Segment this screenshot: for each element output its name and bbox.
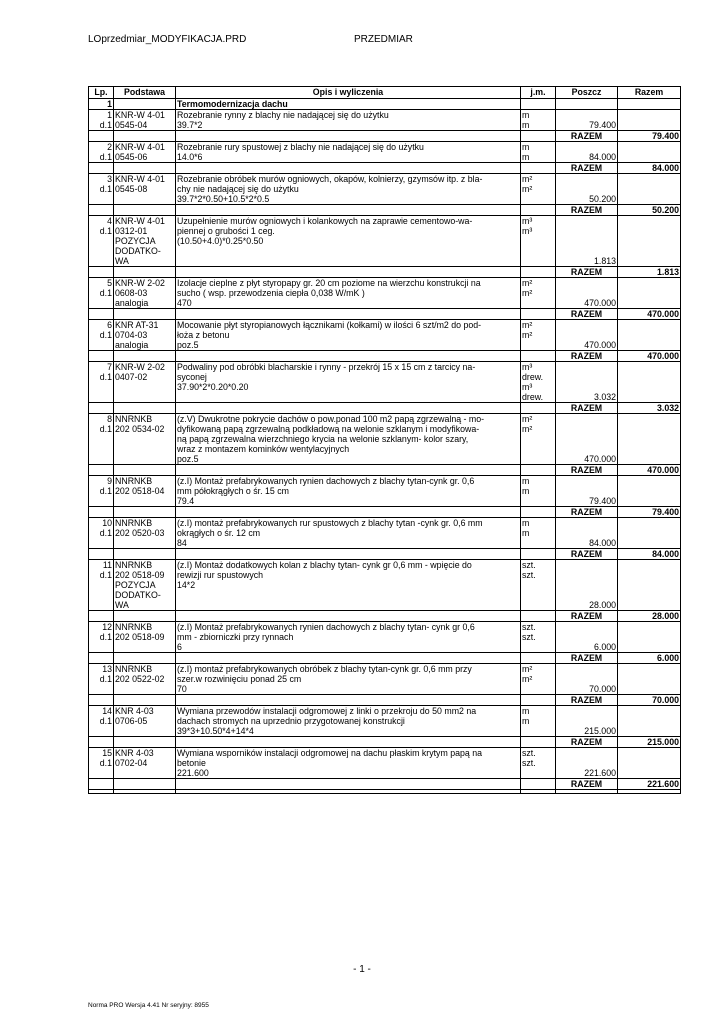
item-unit: m m xyxy=(521,706,556,737)
item-total-row xyxy=(89,507,681,518)
item-number: 8 d.1 xyxy=(89,414,114,465)
item-description-text: (z.I) Montaż prefabrykowanych rynien dachowych z blachy tytan- cynk gr 0,6 mm - zbiorniczki przy rynnach xyxy=(177,622,475,642)
col-podstawa: Podstawa xyxy=(114,87,176,99)
item-number: 1 d.1 xyxy=(89,110,114,131)
item-unit: m³ m³ xyxy=(521,216,556,267)
item-number: 2 d.1 xyxy=(89,142,114,163)
col-poszcz: Poszcz xyxy=(556,87,618,99)
item-description xyxy=(176,748,521,779)
software-footer: Norma PRO Wersja 4.41 Nr seryjny: 8955 xyxy=(88,1002,209,1009)
total-label: RAZEM xyxy=(556,507,618,518)
estimate-table xyxy=(88,86,681,794)
total-label: RAZEM xyxy=(556,267,618,278)
item-quantity: 84.000 xyxy=(556,518,618,549)
item-total-row xyxy=(89,309,681,320)
item-description xyxy=(176,142,521,163)
total-label: RAZEM xyxy=(556,695,618,706)
item-total-row xyxy=(89,131,681,142)
item-description xyxy=(176,706,521,737)
total-label: RAZEM xyxy=(556,779,618,790)
item-description-text: Wymiana przewodów instalacji odgromowej z linki o przekroju do 50 mm2 na dachach stromych na uprzednio przygotowanej konstrukcji xyxy=(177,706,477,726)
item-calculation: poz.5 xyxy=(177,454,199,464)
item-unit: m² m² xyxy=(521,320,556,351)
item-unit: m² m² xyxy=(521,174,556,205)
item-quantity: 70.000 xyxy=(556,664,618,695)
item-calculation: 39.7*2*0.50+10.5*2*0.5 xyxy=(177,194,270,204)
item-number: 13 d.1 xyxy=(89,664,114,695)
item-total-row xyxy=(89,695,681,706)
item-basis: KNR-W 4-01 0545-04 xyxy=(114,110,176,131)
item-description xyxy=(176,362,521,403)
item-basis: KNR-W 2-02 0608-03 analogia xyxy=(114,278,176,309)
item-total-row xyxy=(89,779,681,790)
item-quantity: 79.400 xyxy=(556,110,618,131)
item-description-text: Mocowanie płyt styropianowych łącznikami (kołkami) w ilości 6 szt/m2 do pod- łoża z betonu xyxy=(177,320,482,340)
total-label: RAZEM xyxy=(556,351,618,362)
item-unit: m³ drew. m³ drew. xyxy=(521,362,556,403)
item-unit: m m xyxy=(521,110,556,131)
item-total: 215.000 xyxy=(618,737,681,748)
item-total-row xyxy=(89,205,681,216)
page-number: - 1 - xyxy=(353,964,371,975)
item-description xyxy=(176,278,521,309)
item-quantity: 84.000 xyxy=(556,142,618,163)
item-quantity: 50.200 xyxy=(556,174,618,205)
item-total: 3.032 xyxy=(618,403,681,414)
item-total: 79.400 xyxy=(618,131,681,142)
item-number: 15 d.1 xyxy=(89,748,114,779)
item-total-row xyxy=(89,653,681,664)
total-label: RAZEM xyxy=(556,131,618,142)
item-number: 6 d.1 xyxy=(89,320,114,351)
item-unit: m m xyxy=(521,142,556,163)
item-basis: NNRNKB 202 0520-03 xyxy=(114,518,176,549)
item-total-row xyxy=(89,163,681,174)
document-filename: LOprzedmiar_MODYFIKACJA.PRD xyxy=(88,34,247,45)
item-basis: KNR-W 4-01 0545-08 xyxy=(114,174,176,205)
item-unit: m m xyxy=(521,476,556,507)
item-description xyxy=(176,476,521,507)
item-total: 6.000 xyxy=(618,653,681,664)
item-total: 1.813 xyxy=(618,267,681,278)
item-number: 11 d.1 xyxy=(89,560,114,611)
section-number: 1 xyxy=(89,99,114,110)
item-unit: m² m² xyxy=(521,414,556,465)
section-title: Termomodernizacja dachu xyxy=(176,99,521,110)
item-description-text: Rozebranie rury spustowej z blachy nie nadającej się do użytku xyxy=(177,142,424,152)
total-label: RAZEM xyxy=(556,737,618,748)
item-unit: m m xyxy=(521,518,556,549)
item-quantity: 470.000 xyxy=(556,320,618,351)
item-calculation: 6 xyxy=(177,642,182,652)
item-calculation: (10.50+4.0)*0.25*0.50 xyxy=(177,236,264,246)
item-total-row xyxy=(89,351,681,362)
item-basis: NNRNKB 202 0518-09 xyxy=(114,622,176,653)
item-quantity: 79.400 xyxy=(556,476,618,507)
item-description xyxy=(176,174,521,205)
item-basis: KNR-W 4-01 0312-01 POZYCJA DODATKO- WA xyxy=(114,216,176,267)
item-total-row xyxy=(89,737,681,748)
item-number: 14 d.1 xyxy=(89,706,114,737)
total-label: RAZEM xyxy=(556,403,618,414)
total-label: RAZEM xyxy=(556,611,618,622)
table-end-row xyxy=(89,790,681,794)
item-number: 10 d.1 xyxy=(89,518,114,549)
item-description xyxy=(176,110,521,131)
item-unit: szt. szt. xyxy=(521,748,556,779)
item-basis: NNRNKB 202 0534-02 xyxy=(114,414,176,465)
item-total: 28.000 xyxy=(618,611,681,622)
item-description xyxy=(176,622,521,653)
item-number: 9 d.1 xyxy=(89,476,114,507)
item-total: 221.600 xyxy=(618,779,681,790)
item-quantity: 221.600 xyxy=(556,748,618,779)
item-unit: m² m² xyxy=(521,664,556,695)
item-calculation: poz.5 xyxy=(177,340,199,350)
section-row xyxy=(89,99,681,110)
item-number: 12 d.1 xyxy=(89,622,114,653)
item-calculation: 37.90*2*0.20*0.20 xyxy=(177,382,249,392)
item-description xyxy=(176,216,521,267)
item-description-text: (z.I) Montaż dodatkowych kolan z blachy tytan- cynk gr 0,6 mm - wpięcie do rewizji rur spustowych xyxy=(177,560,472,580)
item-description xyxy=(176,320,521,351)
col-opis: Opis i wyliczenia xyxy=(176,87,521,99)
item-description-text: Izolacje cieplne z płyt styropapy gr. 20 cm poziome na wierzchu konstrukcji na sucho ( wsp. przewodzenia ciepła 0,038 W/mK ) xyxy=(177,278,481,298)
col-razem: Razem xyxy=(618,87,681,99)
item-calculation: 221.600 xyxy=(177,768,209,778)
item-basis: KNR 4-03 0706-05 xyxy=(114,706,176,737)
item-quantity: 470.000 xyxy=(556,278,618,309)
item-total-row xyxy=(89,465,681,476)
item-total-row xyxy=(89,267,681,278)
total-label: RAZEM xyxy=(556,309,618,320)
item-quantity: 6.000 xyxy=(556,622,618,653)
item-description-text: Uzupełnienie murów ogniowych i kolankowych na zaprawie cementowo-wa- piennej o grubości 1 ceg. xyxy=(177,216,473,236)
item-calculation: 14.0*6 xyxy=(177,152,203,162)
item-basis: NNRNKB 202 0518-09 POZYCJA DODATKO- WA xyxy=(114,560,176,611)
item-basis: KNR-W 4-01 0545-06 xyxy=(114,142,176,163)
item-basis: NNRNKB 202 0518-04 xyxy=(114,476,176,507)
item-number: 3 d.1 xyxy=(89,174,114,205)
item-description-text: (z.I) montaż prefabrykowanych rur spustowych z blachy tytan -cynk gr. 0,6 mm okrągłych o śr. 12 cm xyxy=(177,518,483,538)
item-description xyxy=(176,414,521,465)
item-quantity: 470.000 xyxy=(556,414,618,465)
item-basis: KNR-W 2-02 0407-02 xyxy=(114,362,176,403)
item-number: 4 d.1 xyxy=(89,216,114,267)
item-total-row xyxy=(89,403,681,414)
item-description-text: Rozebranie rynny z blachy nie nadającej się do użytku xyxy=(177,110,389,120)
item-calculation: 39.7*2 xyxy=(177,120,203,130)
item-basis: KNR 4-03 0702-04 xyxy=(114,748,176,779)
document-title: PRZEDMIAR xyxy=(354,34,413,45)
item-description xyxy=(176,664,521,695)
total-label: RAZEM xyxy=(556,465,618,476)
total-label: RAZEM xyxy=(556,205,618,216)
item-description-text: Rozebranie obróbek murów ogniowych, okapów, kolnierzy, gzymsów itp. z bla- chy nie nadającej się do użytku xyxy=(177,174,483,194)
item-calculation: 79.4 xyxy=(177,496,195,506)
item-description-text: (z.V) Dwukrotne pokrycie dachów o pow.ponad 100 m2 papą zgrzewalną - mo- dyfikowaną papą zgrzewalną podkładową na welonie szklanym i modyfikowa- ną papą zgrzewalna wierzchniego krycia na welonie szklanym- kolor szary, wraz z montazem kominków wentylacyjnych xyxy=(177,414,485,454)
item-total: 79.400 xyxy=(618,507,681,518)
item-unit: m² m² xyxy=(521,278,556,309)
col-jm: j.m. xyxy=(521,87,556,99)
item-basis: NNRNKB 202 0522-02 xyxy=(114,664,176,695)
item-quantity: 3.032 xyxy=(556,362,618,403)
item-total: 470.000 xyxy=(618,309,681,320)
item-total-row xyxy=(89,549,681,560)
total-label: RAZEM xyxy=(556,549,618,560)
item-quantity: 28.000 xyxy=(556,560,618,611)
item-description-text: Podwaliny pod obróbki blacharskie i rynny - przekrój 15 x 15 cm z tarcicy na- syconej xyxy=(177,362,476,382)
item-description-text: Wymiana wsporników instalacji odgromowej na dachu płaskim krytym papą na betonie xyxy=(177,748,483,768)
item-total: 70.000 xyxy=(618,695,681,706)
item-calculation: 14*2 xyxy=(177,580,196,590)
item-calculation: 70 xyxy=(177,684,187,694)
item-total: 84.000 xyxy=(618,163,681,174)
item-number: 7 d.1 xyxy=(89,362,114,403)
item-total: 470.000 xyxy=(618,465,681,476)
item-number: 5 d.1 xyxy=(89,278,114,309)
item-total: 470.000 xyxy=(618,351,681,362)
item-total-row xyxy=(89,611,681,622)
item-total: 84.000 xyxy=(618,549,681,560)
item-total: 50.200 xyxy=(618,205,681,216)
item-calculation: 39*3+10.50*4+14*4 xyxy=(177,726,254,736)
item-description-text: (z.I) Montaż prefabrykowanych rynien dachowych z blachy tytan-cynk gr. 0,6 mm półokrągłych o śr. 15 cm xyxy=(177,476,475,496)
item-basis: KNR AT-31 0704-03 analogia xyxy=(114,320,176,351)
item-description xyxy=(176,518,521,549)
item-calculation: 470 xyxy=(177,298,192,308)
col-lp: Lp. xyxy=(89,87,114,99)
item-calculation: 84 xyxy=(177,538,187,548)
item-unit: szt. szt. xyxy=(521,560,556,611)
item-quantity: 1.813 xyxy=(556,216,618,267)
item-description xyxy=(176,560,521,611)
total-label: RAZEM xyxy=(556,163,618,174)
item-quantity: 215.000 xyxy=(556,706,618,737)
table-header-row xyxy=(89,87,681,99)
total-label: RAZEM xyxy=(556,653,618,664)
item-unit: szt. szt. xyxy=(521,622,556,653)
item-description-text: (z.I) montaż prefabrykowanych obróbek z blachy tytan-cynk gr. 0,6 mm przy szer.w rozwinięciu ponad 25 cm xyxy=(177,664,472,684)
